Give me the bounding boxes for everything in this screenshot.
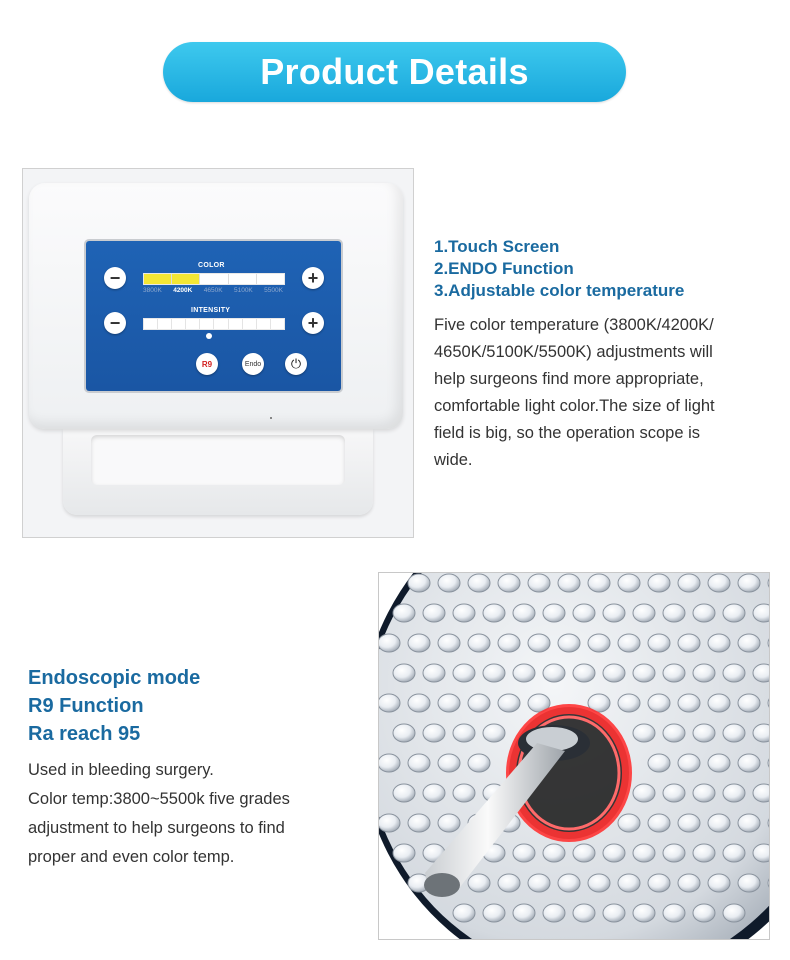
- lens-cell: [408, 814, 430, 832]
- lens-cell: [648, 874, 670, 892]
- lens-cell: [738, 754, 760, 772]
- mode-item: R9 Function: [28, 695, 144, 717]
- lens-cell: [663, 904, 685, 922]
- intensity-plus-icon: +: [302, 312, 324, 334]
- lens-cell: [513, 604, 535, 622]
- lens-cell: [633, 664, 655, 682]
- lens-cell: [753, 724, 769, 742]
- description-line: Color temp:3800~5500k five grades: [28, 790, 290, 808]
- mode-item: Endoscopic mode: [28, 667, 201, 689]
- lens-cell: [693, 784, 715, 802]
- temp-label-active: 4200K: [173, 287, 193, 294]
- lens-cell: [528, 874, 550, 892]
- lens-cell: [648, 694, 670, 712]
- description-line: Used in bleeding surgery.: [28, 761, 214, 779]
- lens-cell: [483, 664, 505, 682]
- lens-cell: [528, 634, 550, 652]
- lens-cell: [633, 604, 655, 622]
- lens-cell: [558, 574, 580, 592]
- lens-cell: [379, 634, 400, 652]
- description-line: Five color temperature (3800K/4200K/: [434, 316, 714, 334]
- description-line: proper and even color temp.: [28, 848, 235, 866]
- control-panel-image: [22, 168, 414, 538]
- lens-cell: [498, 874, 520, 892]
- feature-item: 3.Adjustable color temperature: [434, 281, 685, 300]
- lens-cell: [573, 604, 595, 622]
- lens-cell: [708, 694, 730, 712]
- power-icon: ⏻: [285, 353, 307, 375]
- lens-cell: [393, 844, 415, 862]
- lens-cell: [753, 784, 769, 802]
- mode-list: [28, 664, 200, 748]
- lens-cell: [483, 604, 505, 622]
- lens-cell: [603, 604, 625, 622]
- lens-cell: [513, 844, 535, 862]
- lens-cell: [708, 874, 730, 892]
- lens-cell: [618, 574, 640, 592]
- lens-cell: [738, 694, 760, 712]
- temp-label: 4650K: [203, 287, 223, 294]
- lens-cell: [453, 664, 475, 682]
- lens-cell: [558, 634, 580, 652]
- lens-cell: [513, 904, 535, 922]
- section-header-pill: [163, 42, 626, 102]
- lens-cell: [618, 874, 640, 892]
- lens-cell: [498, 634, 520, 652]
- lens-cell: [543, 844, 565, 862]
- lens-cell: [423, 664, 445, 682]
- intensity-bar: [143, 318, 285, 330]
- feature-item: 1.Touch Screen: [434, 237, 560, 256]
- lens-cell: [393, 724, 415, 742]
- indicator-dot: [206, 333, 212, 339]
- lens-cell: [438, 574, 460, 592]
- lens-cell: [603, 904, 625, 922]
- lens-cell: [423, 784, 445, 802]
- lens-cell: [663, 724, 685, 742]
- lens-cell: [738, 874, 760, 892]
- feature-list: [434, 236, 684, 302]
- lens-cell: [618, 634, 640, 652]
- lens-cell: [723, 724, 745, 742]
- lens-cell: [468, 634, 490, 652]
- description-line: 4650K/5100K/5500K) adjustments will: [434, 343, 713, 361]
- lens-cell: [738, 814, 760, 832]
- lens-cell: [408, 754, 430, 772]
- lens-cell: [393, 784, 415, 802]
- lens-cell: [379, 694, 400, 712]
- page-title: Product Details: [260, 51, 529, 92]
- lens-cell: [708, 754, 730, 772]
- description-line: help surgeons find more appropriate,: [434, 370, 704, 388]
- lens-cell: [633, 784, 655, 802]
- lens-cell: [663, 784, 685, 802]
- lens-cell: [753, 844, 769, 862]
- lens-cell: [648, 814, 670, 832]
- lens-cell: [723, 844, 745, 862]
- lens-cell: [738, 634, 760, 652]
- lens-cell: [498, 574, 520, 592]
- lens-cell: [633, 724, 655, 742]
- lens-cell: [648, 754, 670, 772]
- lens-cell: [543, 604, 565, 622]
- lens-cell: [633, 844, 655, 862]
- lens-cell: [468, 574, 490, 592]
- intensity-minus-icon: −: [104, 312, 126, 334]
- feature-description: [434, 312, 774, 474]
- lens-cell: [708, 574, 730, 592]
- color-minus-icon: −: [104, 267, 126, 289]
- lens-cell: [453, 724, 475, 742]
- r9-icon: R9: [196, 353, 218, 375]
- mode-description: [28, 756, 358, 872]
- lens-cell: [453, 904, 475, 922]
- lens-cell: [588, 874, 610, 892]
- lens-cell: [663, 604, 685, 622]
- description-line: adjustment to help surgeons to find: [28, 819, 285, 837]
- description-line: comfortable light color.The size of light: [434, 397, 715, 415]
- lens-cell: [483, 904, 505, 922]
- lens-cell: [438, 754, 460, 772]
- intensity-label: INTENSITY: [191, 307, 231, 314]
- lens-cell: [408, 694, 430, 712]
- lens-cell: [618, 694, 640, 712]
- lens-cell: [498, 694, 520, 712]
- lens-cell: [693, 904, 715, 922]
- lens-cell: [573, 904, 595, 922]
- lens-cell: [708, 814, 730, 832]
- lens-cell: [723, 604, 745, 622]
- lens-cell: [468, 874, 490, 892]
- lens-cell: [588, 634, 610, 652]
- lens-cell: [393, 604, 415, 622]
- lens-cell: [573, 664, 595, 682]
- feature-item: 2.ENDO Function: [434, 259, 574, 278]
- lens-cell: [453, 784, 475, 802]
- temp-label: 3800K: [143, 287, 162, 294]
- lens-cell: [379, 814, 400, 832]
- lens-cell: [693, 604, 715, 622]
- lamp-head-image: [378, 572, 770, 940]
- lens-cell: [693, 844, 715, 862]
- description-line: field is big, so the operation scope is: [434, 424, 700, 442]
- endo-icon: Endo: [242, 353, 264, 375]
- panel-handle: [63, 429, 373, 515]
- color-plus-icon: +: [302, 267, 324, 289]
- description-line: wide.: [434, 451, 473, 469]
- lens-cell: [723, 664, 745, 682]
- lens-cell: [543, 904, 565, 922]
- lens-cell: [603, 844, 625, 862]
- lens-cell: [408, 574, 430, 592]
- temperature-labels: [143, 287, 283, 294]
- temp-label: 5500K: [264, 287, 283, 294]
- lens-cell: [678, 694, 700, 712]
- lens-cell: [393, 664, 415, 682]
- lens-cell: [603, 664, 625, 682]
- lens-cell: [423, 724, 445, 742]
- touch-screen: [86, 241, 341, 391]
- lens-cell: [618, 814, 640, 832]
- color-temperature-bar: [143, 273, 285, 285]
- lens-cell: [468, 694, 490, 712]
- color-label: COLOR: [198, 262, 225, 269]
- lens-cell: [513, 664, 535, 682]
- lens-cell: [663, 844, 685, 862]
- lens-cell: [648, 574, 670, 592]
- temp-label: 5100K: [233, 287, 253, 294]
- lens-cell: [423, 604, 445, 622]
- lens-cell: [738, 574, 760, 592]
- lens-cell: [678, 874, 700, 892]
- lens-cell: [438, 634, 460, 652]
- lens-cell: [468, 754, 490, 772]
- lens-cell: [753, 664, 769, 682]
- lens-cell: [633, 904, 655, 922]
- lens-cell: [648, 634, 670, 652]
- lens-cell: [528, 574, 550, 592]
- lens-cell: [723, 784, 745, 802]
- lens-cell: [408, 634, 430, 652]
- lens-cell: [678, 634, 700, 652]
- lens-cell: [678, 574, 700, 592]
- lens-cell: [379, 754, 400, 772]
- lens-cell: [558, 874, 580, 892]
- lens-cell: [693, 724, 715, 742]
- lens-cell: [438, 694, 460, 712]
- lens-cell: [663, 664, 685, 682]
- lens-cell: [483, 724, 505, 742]
- mode-item: Ra reach 95: [28, 723, 141, 745]
- lens-cell: [708, 634, 730, 652]
- lens-cell: [723, 904, 745, 922]
- lens-cell: [678, 814, 700, 832]
- lens-cell: [543, 664, 565, 682]
- lens-cell: [678, 754, 700, 772]
- lens-cell: [438, 814, 460, 832]
- lens-cell: [588, 574, 610, 592]
- lamp-head-illustration: [379, 573, 769, 939]
- lens-cell: [573, 844, 595, 862]
- lens-cell: [693, 664, 715, 682]
- lens-cell: [453, 604, 475, 622]
- lens-cell: [753, 604, 769, 622]
